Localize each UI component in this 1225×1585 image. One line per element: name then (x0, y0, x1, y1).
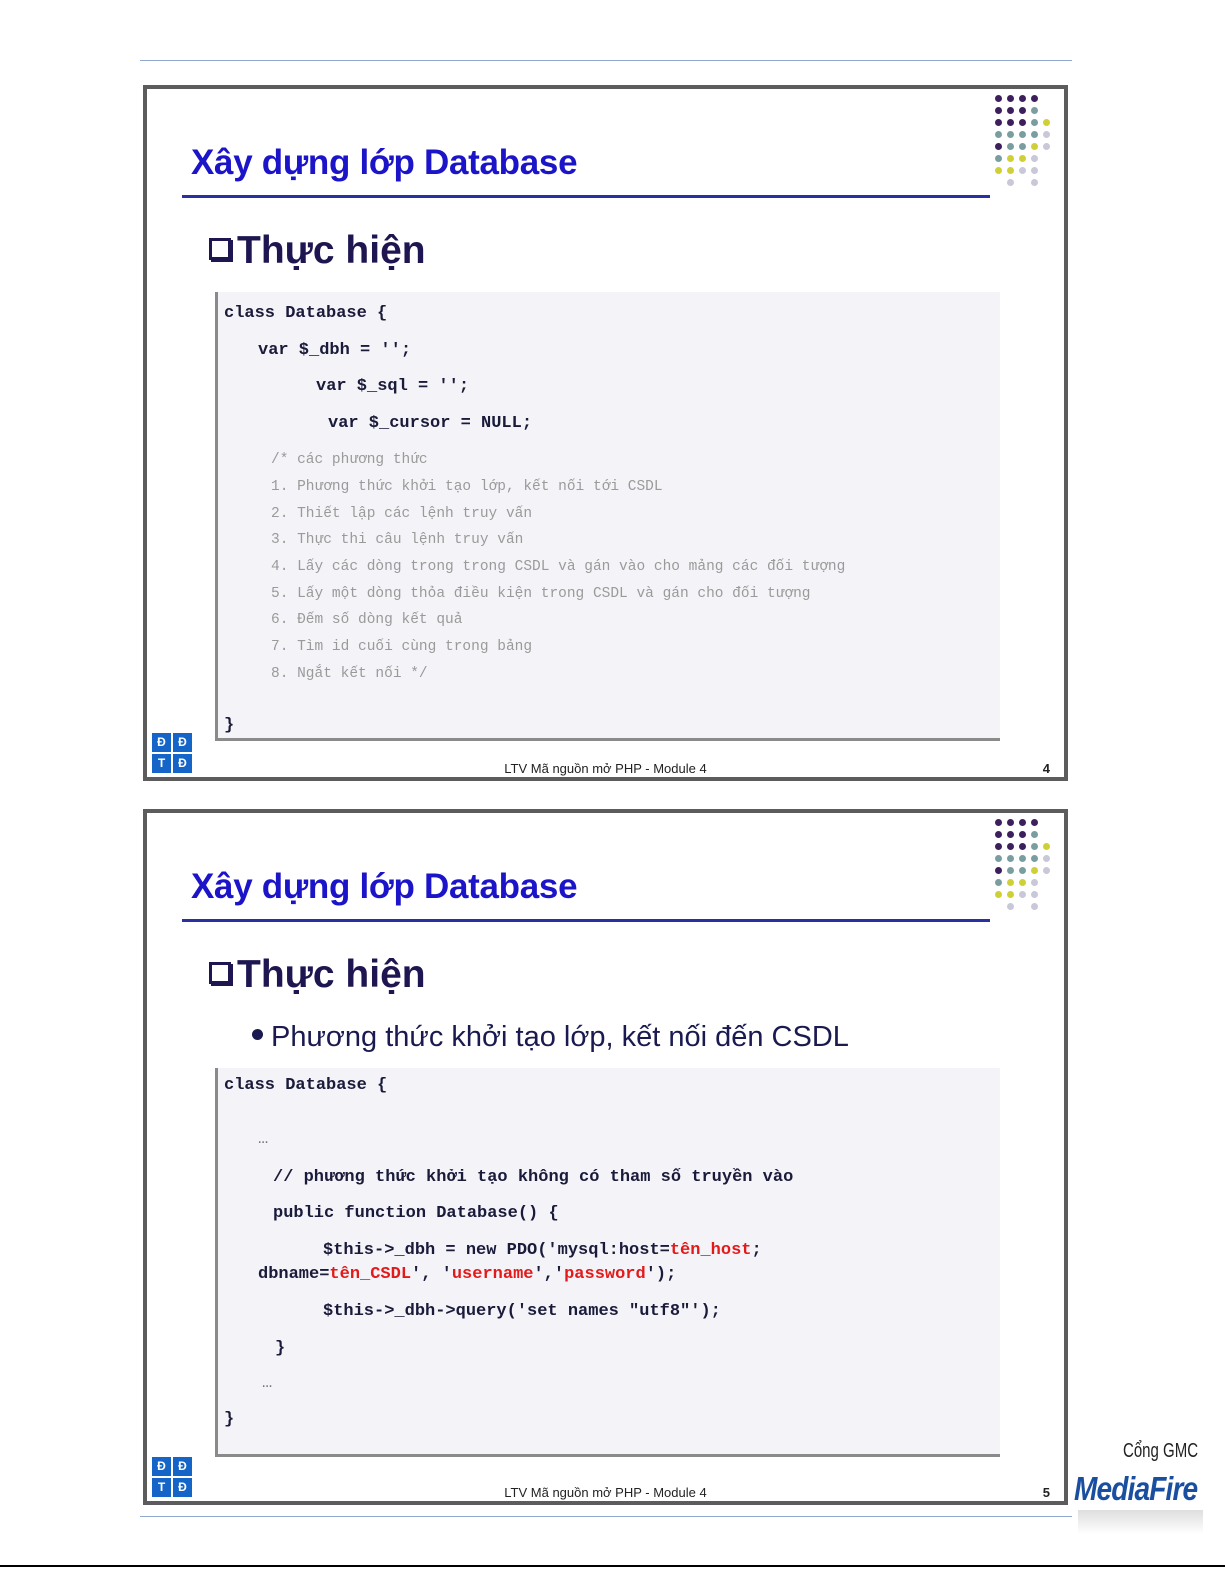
slide-4 (143, 85, 1068, 781)
decorative-dot (1019, 819, 1026, 826)
decorative-dot (1007, 819, 1014, 826)
mediafire-watermark-logo (1070, 1440, 1210, 1540)
decorative-dot (1007, 879, 1014, 886)
page-bottom-border (0, 1565, 1225, 1567)
comment-line: 2. Thiết lập các lệnh truy vấn (271, 506, 533, 522)
decorative-dot (1007, 843, 1014, 850)
decorative-dot (995, 843, 1002, 850)
slide-footer: LTV Mã nguồn mở PHP - Module 4 (504, 1485, 707, 1500)
section-heading (209, 229, 426, 273)
decorative-dot (1031, 831, 1038, 838)
decorative-dot (995, 143, 1002, 150)
decorative-dot (995, 107, 1002, 114)
decorative-dot (1007, 903, 1014, 910)
decorative-dots-icon (995, 95, 1061, 195)
decorative-dot (1031, 143, 1038, 150)
bullet-text: Phương thức khởi tạo lớp, kết nối đến CSDL (271, 1021, 849, 1053)
decorative-dot (1007, 891, 1014, 898)
decorative-dot (1007, 855, 1014, 862)
decorative-dot (1031, 95, 1038, 102)
decorative-dot (1019, 107, 1026, 114)
decorative-dot (1031, 855, 1038, 862)
decorative-dot (995, 891, 1002, 898)
decorative-dot (1007, 131, 1014, 138)
decorative-dot (995, 819, 1002, 826)
top-page-rule (140, 60, 1072, 61)
decorative-dot (1007, 831, 1014, 838)
code-line: $this->_dbh = new PDO('mysql:host=tên_host; (323, 1241, 762, 1260)
decorative-dot (995, 855, 1002, 862)
decorative-dot (1007, 119, 1014, 126)
decorative-dot (1031, 879, 1038, 886)
decorative-dot (995, 155, 1002, 162)
title-underline (182, 919, 990, 922)
decorative-dot (1007, 167, 1014, 174)
decorative-dot (1031, 903, 1038, 910)
comment-line: 6. Đếm số dòng kết quả (271, 612, 463, 628)
comment-line: 7. Tìm id cuối cùng trong bảng (271, 639, 533, 655)
comment-line: 8. Ngắt kết nối */ (271, 666, 428, 682)
checkbox-bullet-icon (209, 238, 231, 260)
code-ellipsis: … (262, 1374, 273, 1393)
decorative-dot (1019, 879, 1026, 886)
code-line: $this->_dbh->query('set names "utf8"'); (323, 1302, 721, 1321)
comment-line: 1. Phương thức khởi tạo lớp, kết nối tới CSDL (271, 479, 663, 495)
code-line: var $_sql = ''; (316, 377, 470, 396)
decorative-dot (995, 867, 1002, 874)
decorative-dot (1043, 843, 1050, 850)
code-line: // phương thức khởi tạo không có tham số truyền vào (273, 1168, 794, 1187)
comment-line: 3. Thực thi câu lệnh truy vấn (271, 532, 524, 548)
decorative-dot (1019, 119, 1026, 126)
code-line: var $_dbh = ''; (258, 341, 412, 360)
decorative-dot (1043, 119, 1050, 126)
decorative-dot (1007, 155, 1014, 162)
decorative-dot (1031, 155, 1038, 162)
decorative-dot (1043, 855, 1050, 862)
code-line: var $_cursor = NULL; (328, 414, 533, 433)
decorative-dot (1031, 107, 1038, 114)
code-block (215, 1068, 1000, 1457)
decorative-dot (1019, 95, 1026, 102)
decorative-dot (1019, 155, 1026, 162)
decorative-dot (1031, 819, 1038, 826)
watermark-line1: Cổng GMC (1122, 1440, 1198, 1462)
decorative-dot (995, 119, 1002, 126)
decorative-dot (1031, 167, 1038, 174)
decorative-dot (1031, 179, 1038, 186)
comment-line: 4. Lấy các dòng trong trong CSDL và gán vào cho mảng các đối tượng (271, 559, 846, 575)
page-number: 4 (1042, 761, 1050, 776)
decorative-dot (1031, 843, 1038, 850)
decorative-dot (1019, 167, 1026, 174)
decorative-dot (995, 131, 1002, 138)
decorative-dot (1043, 131, 1050, 138)
decorative-dot (1043, 143, 1050, 150)
page-number: 5 (1042, 1485, 1050, 1500)
university-logo-icon: Đ Đ T Đ (152, 1457, 194, 1499)
code-line: } (275, 1339, 286, 1358)
section-heading-text: Thực hiện (237, 953, 426, 996)
decorative-dot (1031, 891, 1038, 898)
comment-line: 5. Lấy một dòng thỏa điều kiện trong CSDL và gán cho đối tượng (271, 586, 811, 602)
checkbox-bullet-icon (209, 962, 231, 984)
slide-5 (143, 809, 1068, 1505)
code-line: dbname=tên_CSDL', 'username','password'); (258, 1265, 677, 1284)
decorative-dot (995, 167, 1002, 174)
university-logo-icon: Đ Đ T Đ (152, 733, 194, 775)
decorative-dot (995, 95, 1002, 102)
decorative-dot (1007, 867, 1014, 874)
decorative-dot (1007, 95, 1014, 102)
code-block (215, 292, 1000, 741)
decorative-dot (1019, 143, 1026, 150)
decorative-dot (1019, 867, 1026, 874)
code-line: public function Database() { (273, 1204, 559, 1223)
code-ellipsis: … (258, 1130, 269, 1149)
code-line: class Database { (224, 304, 388, 323)
decorative-dot (1031, 131, 1038, 138)
bullet-dot-icon (252, 1029, 263, 1040)
code-closing-brace: } (224, 716, 235, 735)
comment-line: /* các phương thức (271, 452, 428, 468)
slide-title: Xây dựng lớp Database (191, 143, 578, 182)
decorative-dots-icon (995, 819, 1061, 919)
code-closing-brace: } (224, 1410, 235, 1429)
section-heading-text: Thực hiện (237, 229, 426, 272)
decorative-dot (1043, 867, 1050, 874)
decorative-dot (995, 879, 1002, 886)
watermark-line2: MediaFire (1074, 1470, 1198, 1507)
code-line: class Database { (224, 1076, 388, 1095)
decorative-dot (995, 831, 1002, 838)
decorative-dot (1007, 107, 1014, 114)
bottom-page-rule (140, 1516, 1072, 1517)
watermark-reflection (1078, 1510, 1203, 1534)
slide-footer: LTV Mã nguồn mở PHP - Module 4 (504, 761, 707, 776)
decorative-dot (1031, 119, 1038, 126)
decorative-dot (1007, 143, 1014, 150)
decorative-dot (1019, 831, 1026, 838)
decorative-dot (1031, 867, 1038, 874)
section-heading (209, 953, 426, 997)
decorative-dot (1019, 891, 1026, 898)
decorative-dot (1007, 179, 1014, 186)
decorative-dot (1019, 131, 1026, 138)
decorative-dot (1019, 843, 1026, 850)
bullet-item (252, 1021, 849, 1054)
title-underline (182, 195, 990, 198)
slide-title: Xây dựng lớp Database (191, 867, 578, 906)
decorative-dot (1019, 855, 1026, 862)
